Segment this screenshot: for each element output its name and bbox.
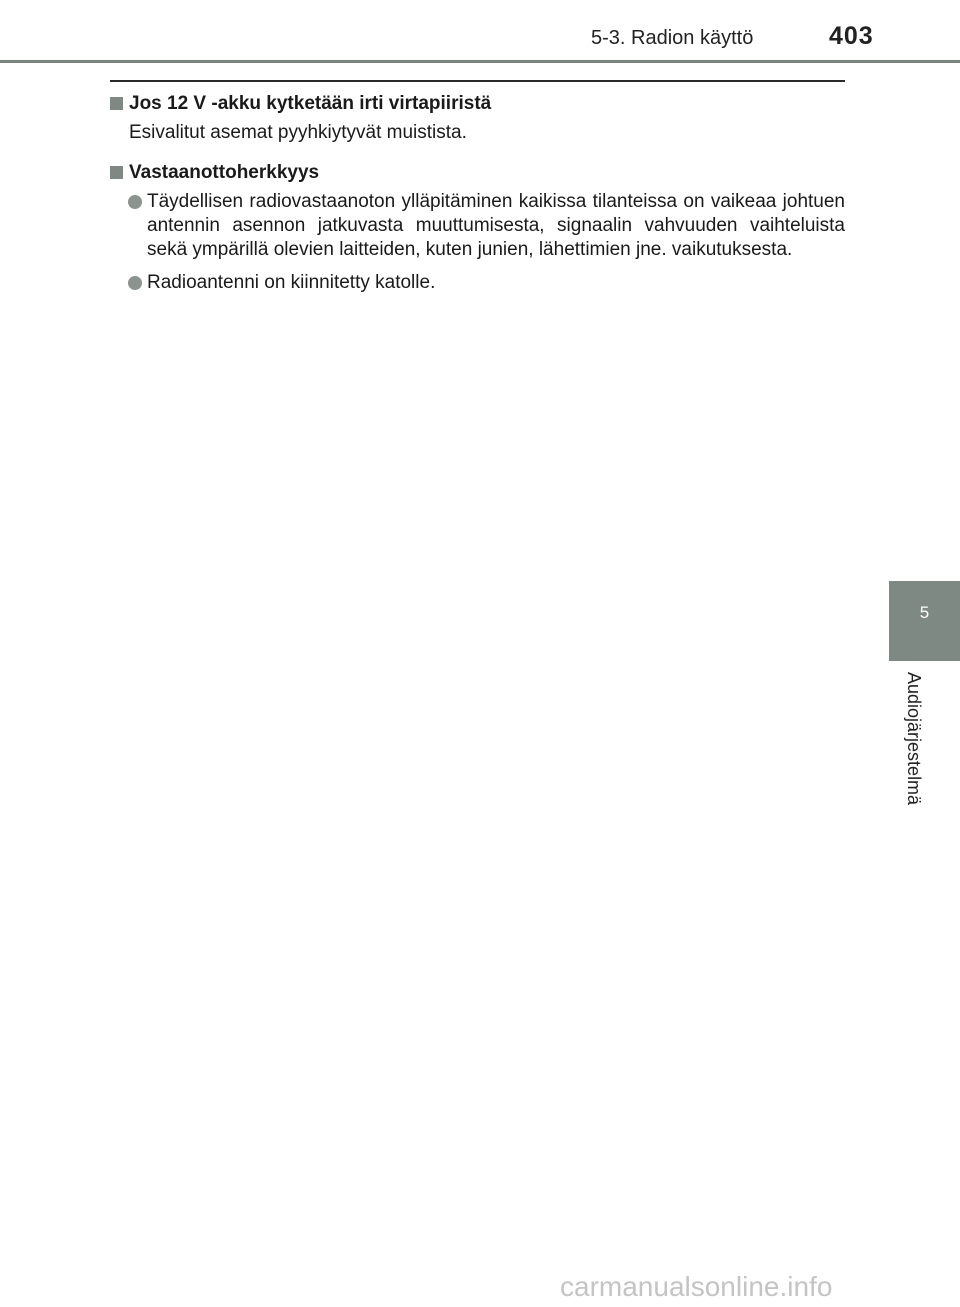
chapter-label: Audiojärjestelmä <box>904 672 924 806</box>
list-item <box>110 190 845 262</box>
content-divider <box>110 80 845 82</box>
heading-text: Vastaanottoherkkyys <box>129 162 320 183</box>
circle-bullet-icon <box>128 195 142 209</box>
heading-text: Jos 12 V -akku kytketään irti virtapiiristä <box>129 93 492 114</box>
section-heading <box>110 92 845 116</box>
section-title: 5-3. Radion käyttö <box>591 27 754 49</box>
page-number: 403 <box>829 22 874 50</box>
square-bullet-icon <box>110 166 123 179</box>
header-divider <box>0 60 960 63</box>
watermark: carmanualsonline.info <box>560 1271 833 1302</box>
section-heading <box>110 161 845 185</box>
chapter-tab <box>889 581 960 661</box>
list-item <box>110 271 845 295</box>
section-text: Esivalitut asemat pyyhkiytyvät muistista. <box>129 122 467 143</box>
square-bullet-icon <box>110 97 123 110</box>
chapter-number: 5 <box>919 603 930 622</box>
circle-bullet-icon <box>128 276 142 290</box>
page-content <box>110 92 845 295</box>
list-item-text: Täydellisen radiovastaanoton ylläpitäminen kaikissa tilanteissa on vaikeaa johtuen antennin asennon jatkuvasta muuttumisesta, signaalin vahvuuden vaihteluista sekä ympärillä olevien laitteiden, kuten junien, lähettimien jne. vaikutuksesta. <box>147 191 845 260</box>
list-item-text: Radioantenni on kiinnitetty katolle. <box>147 272 436 293</box>
